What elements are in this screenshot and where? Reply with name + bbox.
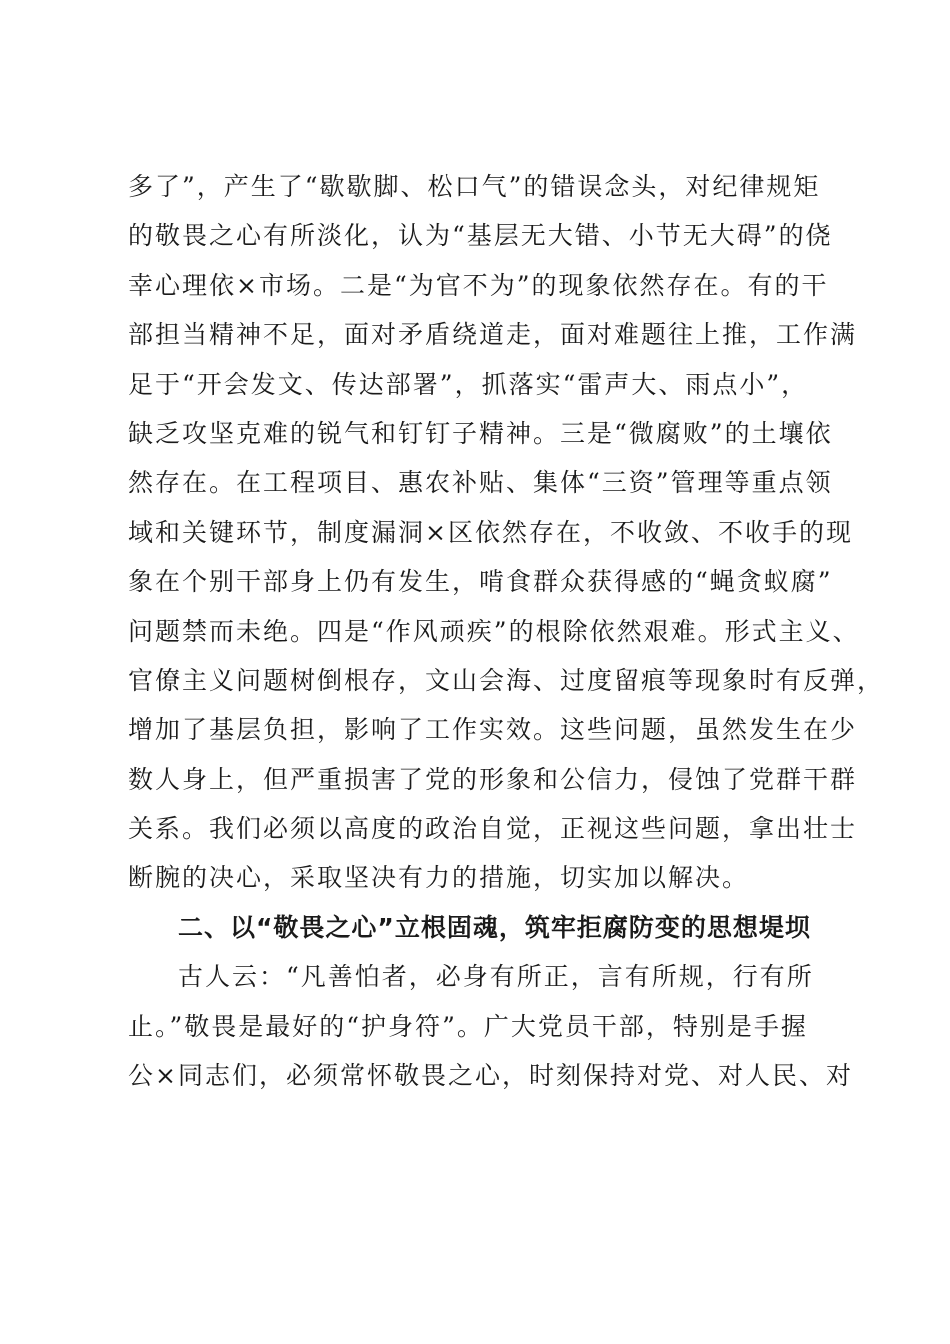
body-line-15: 断腕的决心，采取坚决有力的措施，切实加以解决。 bbox=[128, 863, 750, 893]
body-line-13: 数人身上，但严重损害了党的形象和公信力，侵蚀了党群干群 bbox=[128, 764, 858, 794]
document-body bbox=[128, 162, 885, 1100]
body-line-8: 域和关键环节，制度漏洞×区依然存在，不收敛、不收手的现 bbox=[128, 517, 853, 547]
body-line-3: 幸心理依×市场。二是“为官不为”的现象依然存在。有的干 bbox=[128, 270, 829, 300]
para2-line-2: 止。”敬畏是最好的“护身符”。广大党员干部，特别是手握 bbox=[128, 1011, 808, 1041]
body-line-14: 关系。我们必须以高度的政治自觉，正视这些问题，拿出壮士 bbox=[128, 814, 858, 844]
para2-line-3: 公×同志们，必须常怀敬畏之心，时刻保持对党、对人民、对 bbox=[128, 1061, 853, 1091]
body-line-5: 足于“开会发文、传达部署”，抓落实“雷声大、雨点小”， bbox=[128, 369, 809, 399]
body-line-6: 缺乏攻坚克难的锐气和钉钉子精神。三是“微腐败”的土壤依 bbox=[128, 418, 833, 448]
body-line-7: 然存在。在工程项目、惠农补贴、集体“三资”管理等重点领 bbox=[128, 468, 833, 498]
body-line-2: 的敬畏之心有所淡化，认为“基层无大错、小节无大碍”的侥 bbox=[128, 221, 833, 251]
body-line-4: 部担当精神不足，面对矛盾绕道走，面对难题往上推，工作满 bbox=[128, 320, 858, 350]
body-line-12: 增加了基层负担，影响了工作实效。这些问题，虽然发生在少 bbox=[128, 715, 858, 745]
section-heading: 二、以“敬畏之心”立根固魂，筑牢拒腐防变的思想堤坝 bbox=[178, 912, 811, 942]
body-line-11: 官僚主义问题树倒根存，文山会海、过度留痕等现象时有反弹， bbox=[128, 665, 885, 695]
para2-line-1: 古人云：“凡善怕者，必身有所正，言有所规，行有所 bbox=[178, 962, 814, 992]
body-line-10: 问题禁而未绝。四是“作风顽疾”的根除依然艰难。形式主义、 bbox=[128, 616, 860, 646]
body-line-1: 多了”，产生了“歇歇脚、松口气”的错误念头，对纪律规矩 bbox=[128, 172, 821, 201]
body-line-9: 象在个别干部身上仍有发生，啃食群众获得感的“蝇贪蚁腐” bbox=[128, 567, 833, 597]
